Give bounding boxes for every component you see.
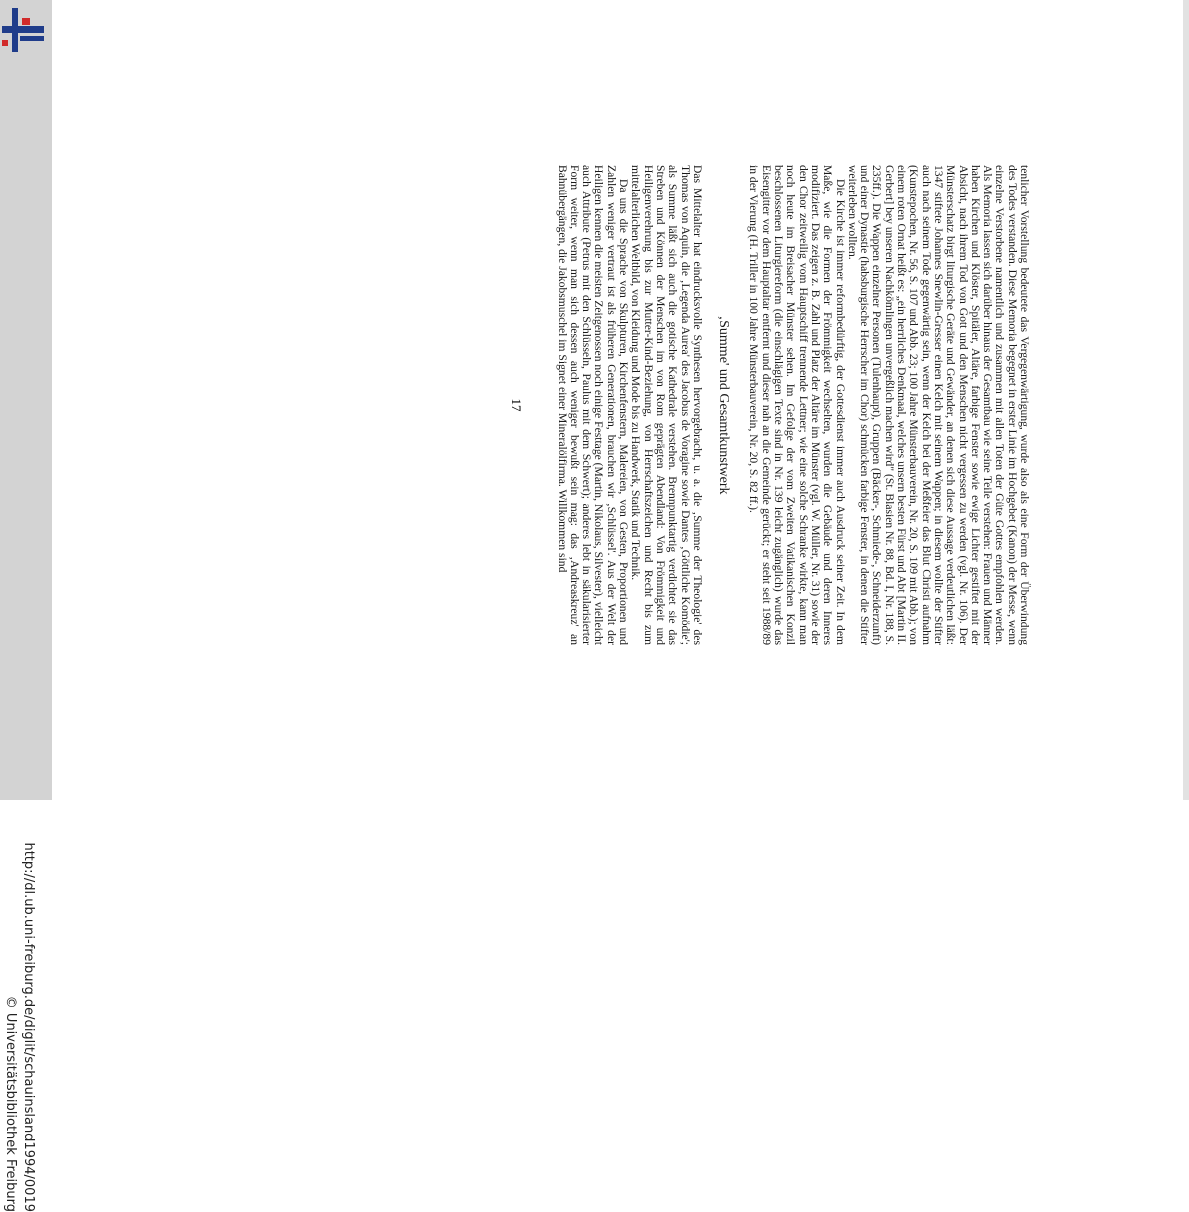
paragraph-symbols: Da uns die Sprache von Skulpturen, Kirchenfenstern, Malereien, von Gesten, Proportionen und Zahlen weniger vertraut ist als früheren Generationen, brauchen wir ‚Schlüssel'. Aus der Welt der Heiligen kennen die meisten Zeitgenossen noch einige Festtage (Martin, Nikolaus, Silvester), vielleicht auch Attribute (Petrus mit den Schlüsseln, Paulus mit dem Schwert); anderes lebt in säkularisierter Form weiter, wenn man sich dessen auch weniger bewußt sein mag: das ‚Andreaskreuz' an Bahnübergängen, die Jakobsmuschel im Signet einer Mineralölfirma. Willkommen sind — [555, 165, 631, 645]
paragraph-memoria: tenlicher Vorstellung bedeutete das Vergegenwärtigung, wurde also als eine Form der Überwindung des Todes verstanden. Diese Memoria begegnet in erster Linie im Hochgebet (Kanon) der Messe, wenn einzelne Verstorbene namentlich und zusammen mit allen Toten der Güte Gottes empfohlen werden. Als Memoria lassen sich darüber hinaus der Gesamtbau wie seine Teile verstehen: Frauen und Männer haben Kirchen und Klöster, Spitäler, Altäre, farbige Fenster sowie ewige Lichter gestiftet mit der Absicht, nach ihrem Tod von Gott und den Menschen nicht vergessen zu werden (vgl. Nr. 106). Der Münsterschatz birgt liturgische Geräte und Gewänder, an denen sich diese Aussage verdeutlichen läßt: 1347 stiftete Johannes Snewlin-Gresser einen Kelch mit seinem Wappen; in diesem wollte der Stifter auch nach seinem Tode gegenwärtig sein, wenn der Kelch bei der Meßfeier das Blut Christi aufnahm (Kunstepochen, Nr. 56, S. 107 und Abb. 23; 100 Jahre Münsterbauverein, Nr. 20, S. 109 mit Abb.); von einem roten Ornat heißt es: „ein herrliches Denkmaal, welches unsern besten Fürst und Abt [Martin II. Gerbert] bey unseren Nachkömlingen unvergeßlich machen wird" (St. Blasien Nr. 88, Bd. I, Nr. 188, S. 235ff.). Die Wappen einzelner Personen (Tulenhaupt), Gruppen (Bäcker-, Schmiede-, Schneiderzunft) und einer Dynastie (habsburgische Herrscher im Chor) schmücken farbige Fenster, in denen die Stifter weiterleben wollten. — [845, 165, 1031, 645]
copyright-text: © Universitätsbibliothek Freiburg — [3, 995, 18, 1212]
page-number: 17 — [509, 398, 524, 412]
section-heading: ‚Summe' und Gesamtkunstwerk — [716, 315, 732, 495]
document-url-link[interactable]: http://dl.ub.uni-freiburg.de/diglit/schauinsland1994/0019 — [21, 842, 36, 1212]
page-edge — [1183, 0, 1189, 800]
paragraph-reform: Die Kirche ist immer reformbedürftig, der Gottesdienst immer auch Ausdruck seiner Zeit. In dem Maße, wie die Formen der Frömmigkeit wechselten, wurden die Gebäude und deren Inneres modifiziert. Das zeigen z. B. Zahl und Platz der Altäre im Münster (vgl. W. Müller, Nr. 31) sowie der den Chor zeitweilig vom Hauptschiff trennende Lettner; wie eine solche Schranke wirkte, kann man noch heute im Breisacher Münster sehen. Im Gefolge der vom Zweiten Vatikanischen Konzil beschlossenen Liturgiereform (die einschlägigen Texte sind in Nr. 139 leicht zugänglich) wurde das Eisengitter vor dem Hauptaltar entfernt und dieser nah an die Gemeinde gerückt; er steht seit 1988/89 in der Vierung (H. Triller in 100 Jahre Münsterbauverein, Nr. 20, S. 82 ff.). — [747, 165, 847, 645]
page-text — [530, 165, 1030, 645]
scanned-page — [509, 165, 1031, 645]
viewer-sidebar — [0, 0, 52, 1212]
library-logo-icon[interactable] — [2, 8, 44, 52]
paragraph-synthesis: Das Mittelalter hat eindrucksvolle Synthesen hervorgebracht, u. a. die ‚Summe der Theologie' des Thomas von Aquin, die ‚Legenda Aurea' des Jacobus de Voragine sowie Dantes ‚Göttliche Komödie'; als Summe läßt sich auch die gotische Kathedrale verstehen. Brennpunktartig verdichtet sie das Streben und Können der Menschen im von Rom geprägten Abendland: Von Frömmigkeit und Heiligenverehrung bis zur Mutter-Kind-Beziehung, von Herrschaftszeichen und Recht bis zum mittelalterlichen Weltbild, von Kleidung und Mode bis zu Handwerk, Statik und Technik. — [629, 165, 704, 645]
